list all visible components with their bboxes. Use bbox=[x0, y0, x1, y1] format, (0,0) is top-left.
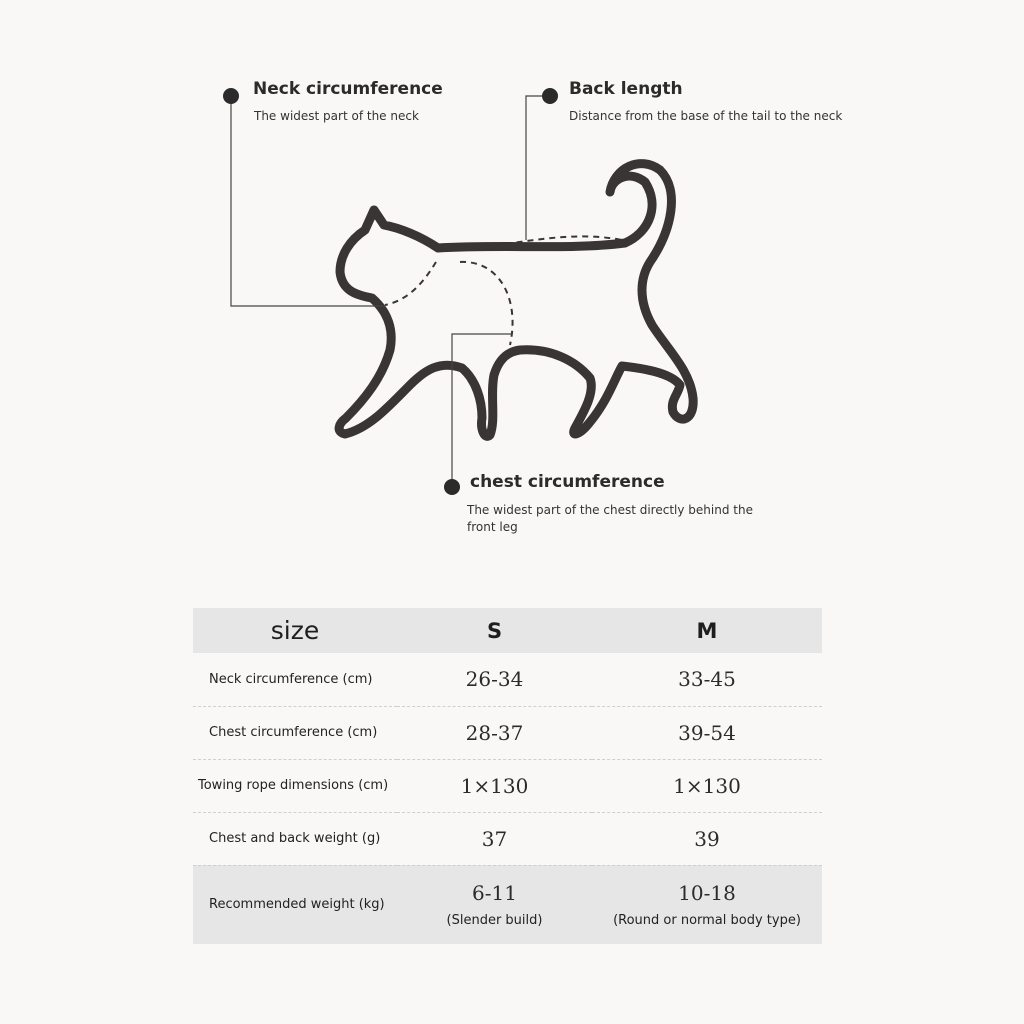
neck-circumference-dashed-line bbox=[385, 262, 436, 305]
table-row bbox=[193, 759, 822, 812]
value-s-cell bbox=[397, 865, 592, 944]
table-row bbox=[193, 812, 822, 865]
back-label-title: Back length bbox=[569, 79, 683, 99]
back-dot-icon bbox=[542, 88, 558, 104]
back-label-desc: Distance from the base of the tail to the neck bbox=[569, 109, 843, 123]
size-table bbox=[193, 608, 822, 944]
row-label: Recommended weight (kg) bbox=[209, 897, 385, 913]
value-s: 28-37 bbox=[465, 720, 524, 745]
table-row bbox=[193, 706, 822, 759]
chest-label-desc: The widest part of the chest directly behind the front leg bbox=[467, 503, 753, 534]
chest-dot-icon bbox=[444, 479, 460, 495]
value-s: 1×130 bbox=[460, 773, 529, 798]
value-s-note: (Slender build) bbox=[446, 913, 543, 929]
table-row bbox=[193, 653, 822, 706]
cat-silhouette-icon bbox=[339, 164, 693, 437]
table-row bbox=[193, 865, 822, 944]
header-size-s: S bbox=[486, 618, 503, 643]
chest-circumference-dashed-line bbox=[460, 262, 513, 345]
value-m-note: (Round or normal body type) bbox=[613, 913, 801, 929]
neck-leader-line bbox=[231, 96, 385, 306]
header-size-m: M bbox=[696, 618, 718, 643]
neck-label-desc: The widest part of the neck bbox=[254, 109, 419, 123]
value-s: 26-34 bbox=[465, 667, 524, 692]
neck-label-title: Neck circumference bbox=[253, 79, 443, 99]
value-m: 10-18 bbox=[678, 881, 736, 906]
back-leader-line bbox=[526, 96, 550, 240]
value-m: 33-45 bbox=[678, 667, 736, 692]
value-s: 6-11 bbox=[472, 881, 517, 906]
row-label: Chest circumference (cm) bbox=[209, 725, 378, 740]
value-m: 39-54 bbox=[678, 720, 736, 745]
header-size: size bbox=[270, 616, 320, 645]
row-label: Towing rope dimensions (cm) bbox=[198, 778, 389, 793]
value-m: 1×130 bbox=[673, 773, 741, 798]
neck-dot-icon bbox=[223, 88, 239, 104]
chest-label-title: chest circumference bbox=[470, 472, 665, 492]
value-s: 37 bbox=[481, 826, 508, 851]
value-m-cell bbox=[592, 865, 822, 944]
value-m: 39 bbox=[694, 826, 720, 851]
row-label: Chest and back weight (g) bbox=[209, 831, 381, 846]
table-header-row bbox=[193, 608, 822, 653]
row-label: Neck circumference (cm) bbox=[209, 671, 373, 687]
